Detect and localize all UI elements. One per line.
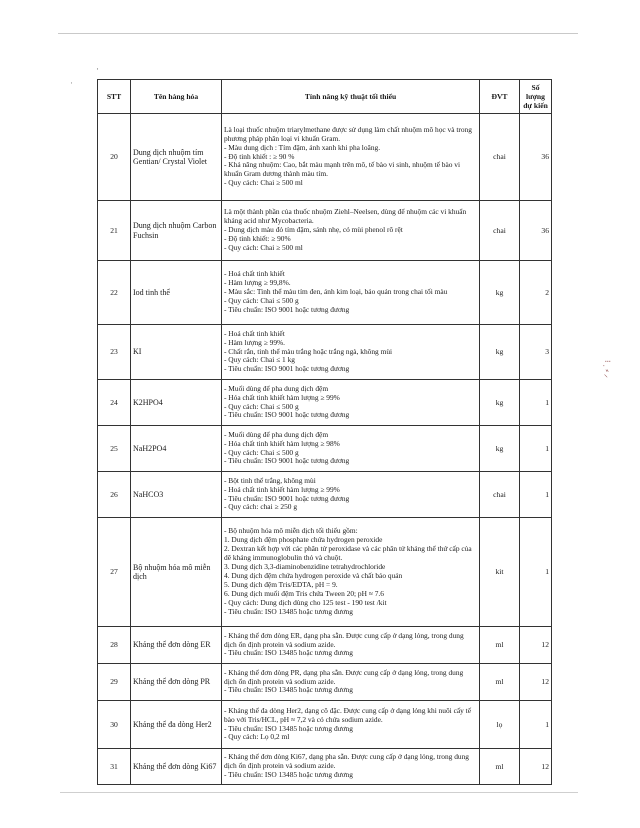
spec-line: - Kháng thể đa dòng Her2, dạng cô đặc. Được cung cấp ở dạng lỏng khi nuôi cấy tế bào với Tris/HCL, pH ≈ 7,2 và có chứa sodium azide. xyxy=(224,705,472,724)
table-row xyxy=(98,380,552,426)
item-unit: chai xyxy=(480,114,520,201)
spec-line: 5. Dung dịch đệm Tris/EDTA, pH = 9. xyxy=(224,579,338,589)
item-quantity: 36 xyxy=(520,201,552,261)
spec-line: - Chất rắn, tinh thể màu trắng hoặc trắng ngà, không mùi xyxy=(224,346,393,356)
row-number: 24 xyxy=(98,380,131,426)
item-unit: ml xyxy=(480,664,520,701)
spec-line: - Màu sắc: Tinh thể màu tím đen, ánh kim loại, bảo quản trong chai tối màu xyxy=(224,287,448,297)
spec-line: 3. Dung dịch 3,3-diaminobenzidine tetrahydrochloride xyxy=(224,562,386,572)
spec-line: - Tiêu chuẩn: ISO 9001 hoặc tương đương xyxy=(224,364,350,374)
spec-line: - Quy cách: Chai ≤ 500 g xyxy=(224,295,299,305)
item-name: NaH2PO4 xyxy=(131,426,222,472)
item-unit: kg xyxy=(480,426,520,472)
table-row xyxy=(98,664,552,701)
spec-line: - Tiêu chuẩn: ISO 13485 hoặc tương đương xyxy=(224,769,353,779)
item-quantity: 12 xyxy=(520,749,552,785)
spec-line: 2. Dextran kết hợp với các phân tử peroxidase và các phân tử kháng thể thứ cấp của dê kháng immunoglobulin thỏ và chuột. xyxy=(224,544,472,563)
row-number: 20 xyxy=(98,114,131,201)
item-name: Kháng thể đơn dòng Ki67 xyxy=(131,749,222,785)
spec-line: - Quy cách: Chai ≤ 500 g xyxy=(224,447,299,457)
spec-line: - Quy cách: Chai ≤ 500 g xyxy=(224,401,299,411)
spec-line: - Hóa chất tinh khiết hàm lượng ≥ 99% xyxy=(224,392,340,402)
row-number: 28 xyxy=(98,627,131,664)
spec-line: - Màu dung dịch : Tím đậm, ánh xanh khi pha loãng. xyxy=(224,142,381,152)
scan-speck: · xyxy=(96,64,99,74)
spec-line: - Quy cách: chai ≥ 250 g xyxy=(224,502,298,512)
row-number: 26 xyxy=(98,472,131,518)
item-quantity: 3 xyxy=(520,325,552,380)
item-specification xyxy=(222,664,480,701)
row-number: 30 xyxy=(98,701,131,749)
table-row xyxy=(98,261,552,325)
item-specification xyxy=(222,426,480,472)
spec-line: - Độ tinh khiết: ≥ 90% xyxy=(224,233,291,243)
header-qty: Số lượng dự kiến xyxy=(520,80,552,114)
table-row xyxy=(98,201,552,261)
spec-line: - Bộ nhuộm hóa mô miễn dịch tối thiểu gồm: xyxy=(224,526,358,536)
spec-line: - Hoá chất tinh khiết hàm lượng ≥ 99% xyxy=(224,484,340,494)
item-specification xyxy=(222,380,480,426)
header-unit: ĐVT xyxy=(480,80,520,114)
item-specification xyxy=(222,518,480,627)
item-specification xyxy=(222,325,480,380)
item-unit: kg xyxy=(480,325,520,380)
spec-line: - Tiêu chuẩn: ISO 9001 hoặc tương đương xyxy=(224,304,350,314)
item-specification xyxy=(222,201,480,261)
spec-line: Là loại thuốc nhuộm triarylmethane được sử dụng làm chất nhuộm mô học và trong phương pháp phân loại vi khuẩn Gram. xyxy=(224,124,472,143)
table-row xyxy=(98,627,552,664)
item-unit: ml xyxy=(480,749,520,785)
item-quantity: 1 xyxy=(520,380,552,426)
spec-line: - Kháng thể đơn dòng ER, dạng pha sẵn. Được cung cấp ở dạng lỏng, trong dung dịch ổn định protein và sodium azide. xyxy=(224,630,464,649)
item-name: Iod tinh thể xyxy=(131,261,222,325)
scan-top-edge xyxy=(58,33,578,34)
row-number: 25 xyxy=(98,426,131,472)
spec-line: - Tiêu chuẩn: ISO 9001 hoặc tương đương xyxy=(224,410,350,420)
item-quantity: 12 xyxy=(520,664,552,701)
table-row xyxy=(98,325,552,380)
row-number: 21 xyxy=(98,201,131,261)
row-number: 29 xyxy=(98,664,131,701)
spec-line: - Hàm lượng ≥ 99%. xyxy=(224,337,286,347)
item-quantity: 2 xyxy=(520,261,552,325)
spec-line: - Hóa chất tinh khiết hàm lượng ≥ 98% xyxy=(224,438,340,448)
item-specification xyxy=(222,627,480,664)
spec-line: 6. Dung dịch muối đệm Tris chứa Tween 20; pH ≈ 7.6 xyxy=(224,588,384,598)
spec-line: 4. Dung dịch đệm chứa hydrogen peroxide và chất bảo quản xyxy=(224,571,403,580)
item-unit: kg xyxy=(480,380,520,426)
item-specification xyxy=(222,701,480,749)
item-name: Dung dịch nhuộm tím Gentian/ Crystal Violet xyxy=(131,114,222,201)
spec-line: - Hoá chất tinh khiết xyxy=(224,269,285,279)
item-unit: kg xyxy=(480,261,520,325)
table-row xyxy=(98,114,552,201)
item-name: Kháng thể đơn dòng ER xyxy=(131,627,222,664)
spec-line: - Quy cách: Lọ 0,2 ml xyxy=(224,732,290,742)
spec-line: - Dung dịch màu đỏ tím đậm, sánh nhẹ, có mùi phenol rõ rệt xyxy=(224,225,403,235)
spec-line: 1. Dung dịch đệm phosphate chứa hydrogen peroxide xyxy=(224,535,383,545)
item-name: KI xyxy=(131,325,222,380)
scan-speck: · xyxy=(70,78,73,88)
table-row xyxy=(98,701,552,749)
item-specification xyxy=(222,472,480,518)
spec-line: - Tiêu chuẩn: ISO 13485 hoặc tương đương xyxy=(224,648,353,658)
header-name: Tên hàng hóa xyxy=(131,80,222,114)
header-stt: STT xyxy=(98,80,131,114)
item-name: Bộ nhuộm hóa mô miễn dịch xyxy=(131,518,222,627)
item-quantity: 1 xyxy=(520,472,552,518)
spec-line: - Muối dùng để pha dung dịch đệm xyxy=(224,383,329,393)
spec-line: - Kháng thể đơn dòng Ki67, dạng pha sẵn. Được cung cấp ở dạng lỏng, trong dung dịch ổn định protein và sodium azide. xyxy=(224,752,469,771)
item-unit: lọ xyxy=(480,701,520,749)
table-row xyxy=(98,472,552,518)
item-specification xyxy=(222,261,480,325)
item-name: Kháng thể đa dòng Her2 xyxy=(131,701,222,749)
spec-line: - Quy cách: Chai ≥ 500 ml xyxy=(224,242,303,252)
row-number: 27 xyxy=(98,518,131,627)
handwritten-margin-mark: ⁝ ˌ ⸗ ⸝ xyxy=(603,360,612,378)
item-specification xyxy=(222,749,480,785)
spec-line: - Tiêu chuẩn: ISO 13485 hoặc tương đương xyxy=(224,685,353,695)
spec-line: - Muối dùng để pha dung dịch đệm xyxy=(224,429,329,439)
scan-bottom-edge xyxy=(60,792,578,793)
spec-line: - Tiêu chuẩn: ISO 9001 hoặc tương đương xyxy=(224,456,350,466)
spec-line: - Tiêu chuẩn: ISO 9001 hoặc tương đương xyxy=(224,493,350,503)
spec-line: Là một thành phần của thuốc nhuộm Ziehl–Neelsen, dùng để nhuộm các vi khuẩn kháng acid như Mycobacteria. xyxy=(224,207,467,226)
spec-line: - Kháng thể đơn dòng PR, dạng pha sẵn. Được cung cấp ở dạng lỏng, trong dung dịch ổn định protein và sodium azide. xyxy=(224,667,464,686)
spec-line: - Quy cách: Chai ≥ 500 ml xyxy=(224,178,303,188)
table-row xyxy=(98,426,552,472)
item-quantity: 36 xyxy=(520,114,552,201)
item-unit: ml xyxy=(480,627,520,664)
item-quantity: 1 xyxy=(520,518,552,627)
specification-table xyxy=(97,79,552,785)
spec-line: - Bột tinh thể trắng, không mùi xyxy=(224,475,316,485)
row-number: 23 xyxy=(98,325,131,380)
row-number: 31 xyxy=(98,749,131,785)
spec-line: - Quy cách: Chai ≤ 1 kg xyxy=(224,355,295,365)
spec-line: - Độ tinh khiết : ≥ 90 % xyxy=(224,151,295,161)
spec-line: - Hàm lượng ≥ 99,8%. xyxy=(224,278,291,288)
table-row xyxy=(98,749,552,785)
spec-line: - Tiêu chuẩn: ISO 13485 hoặc tương đương xyxy=(224,723,353,733)
item-name: NaHCO3 xyxy=(131,472,222,518)
item-name: Kháng thể đơn dòng PR xyxy=(131,664,222,701)
spec-line: - Khả năng nhuộm: Cao, bắt màu mạnh trên mô, tế bào vi sinh, nhuộm tế bào vi khuẩn Gram dương thành màu tím. xyxy=(224,160,461,179)
item-unit: chai xyxy=(480,201,520,261)
item-unit: chai xyxy=(480,472,520,518)
item-quantity: 1 xyxy=(520,701,552,749)
header-spec: Tính năng kỹ thuật tối thiểu xyxy=(222,80,480,114)
spec-line: - Tiêu chuẩn: ISO 13485 hoặc tương đương xyxy=(224,606,353,616)
spec-line: - Hoá chất tinh khiết xyxy=(224,328,285,338)
table-row xyxy=(98,518,552,627)
item-name: Dung dịch nhuộm Carbon Fuchsin xyxy=(131,201,222,261)
item-quantity: 12 xyxy=(520,627,552,664)
table-body xyxy=(98,114,552,785)
item-specification xyxy=(222,114,480,201)
table-header-row xyxy=(98,80,552,114)
item-quantity: 1 xyxy=(520,426,552,472)
item-name: K2HPO4 xyxy=(131,380,222,426)
row-number: 22 xyxy=(98,261,131,325)
item-unit: kit xyxy=(480,518,520,627)
spec-line: - Quy cách: Dung dịch dùng cho 125 test - 190 test /kit xyxy=(224,597,387,607)
